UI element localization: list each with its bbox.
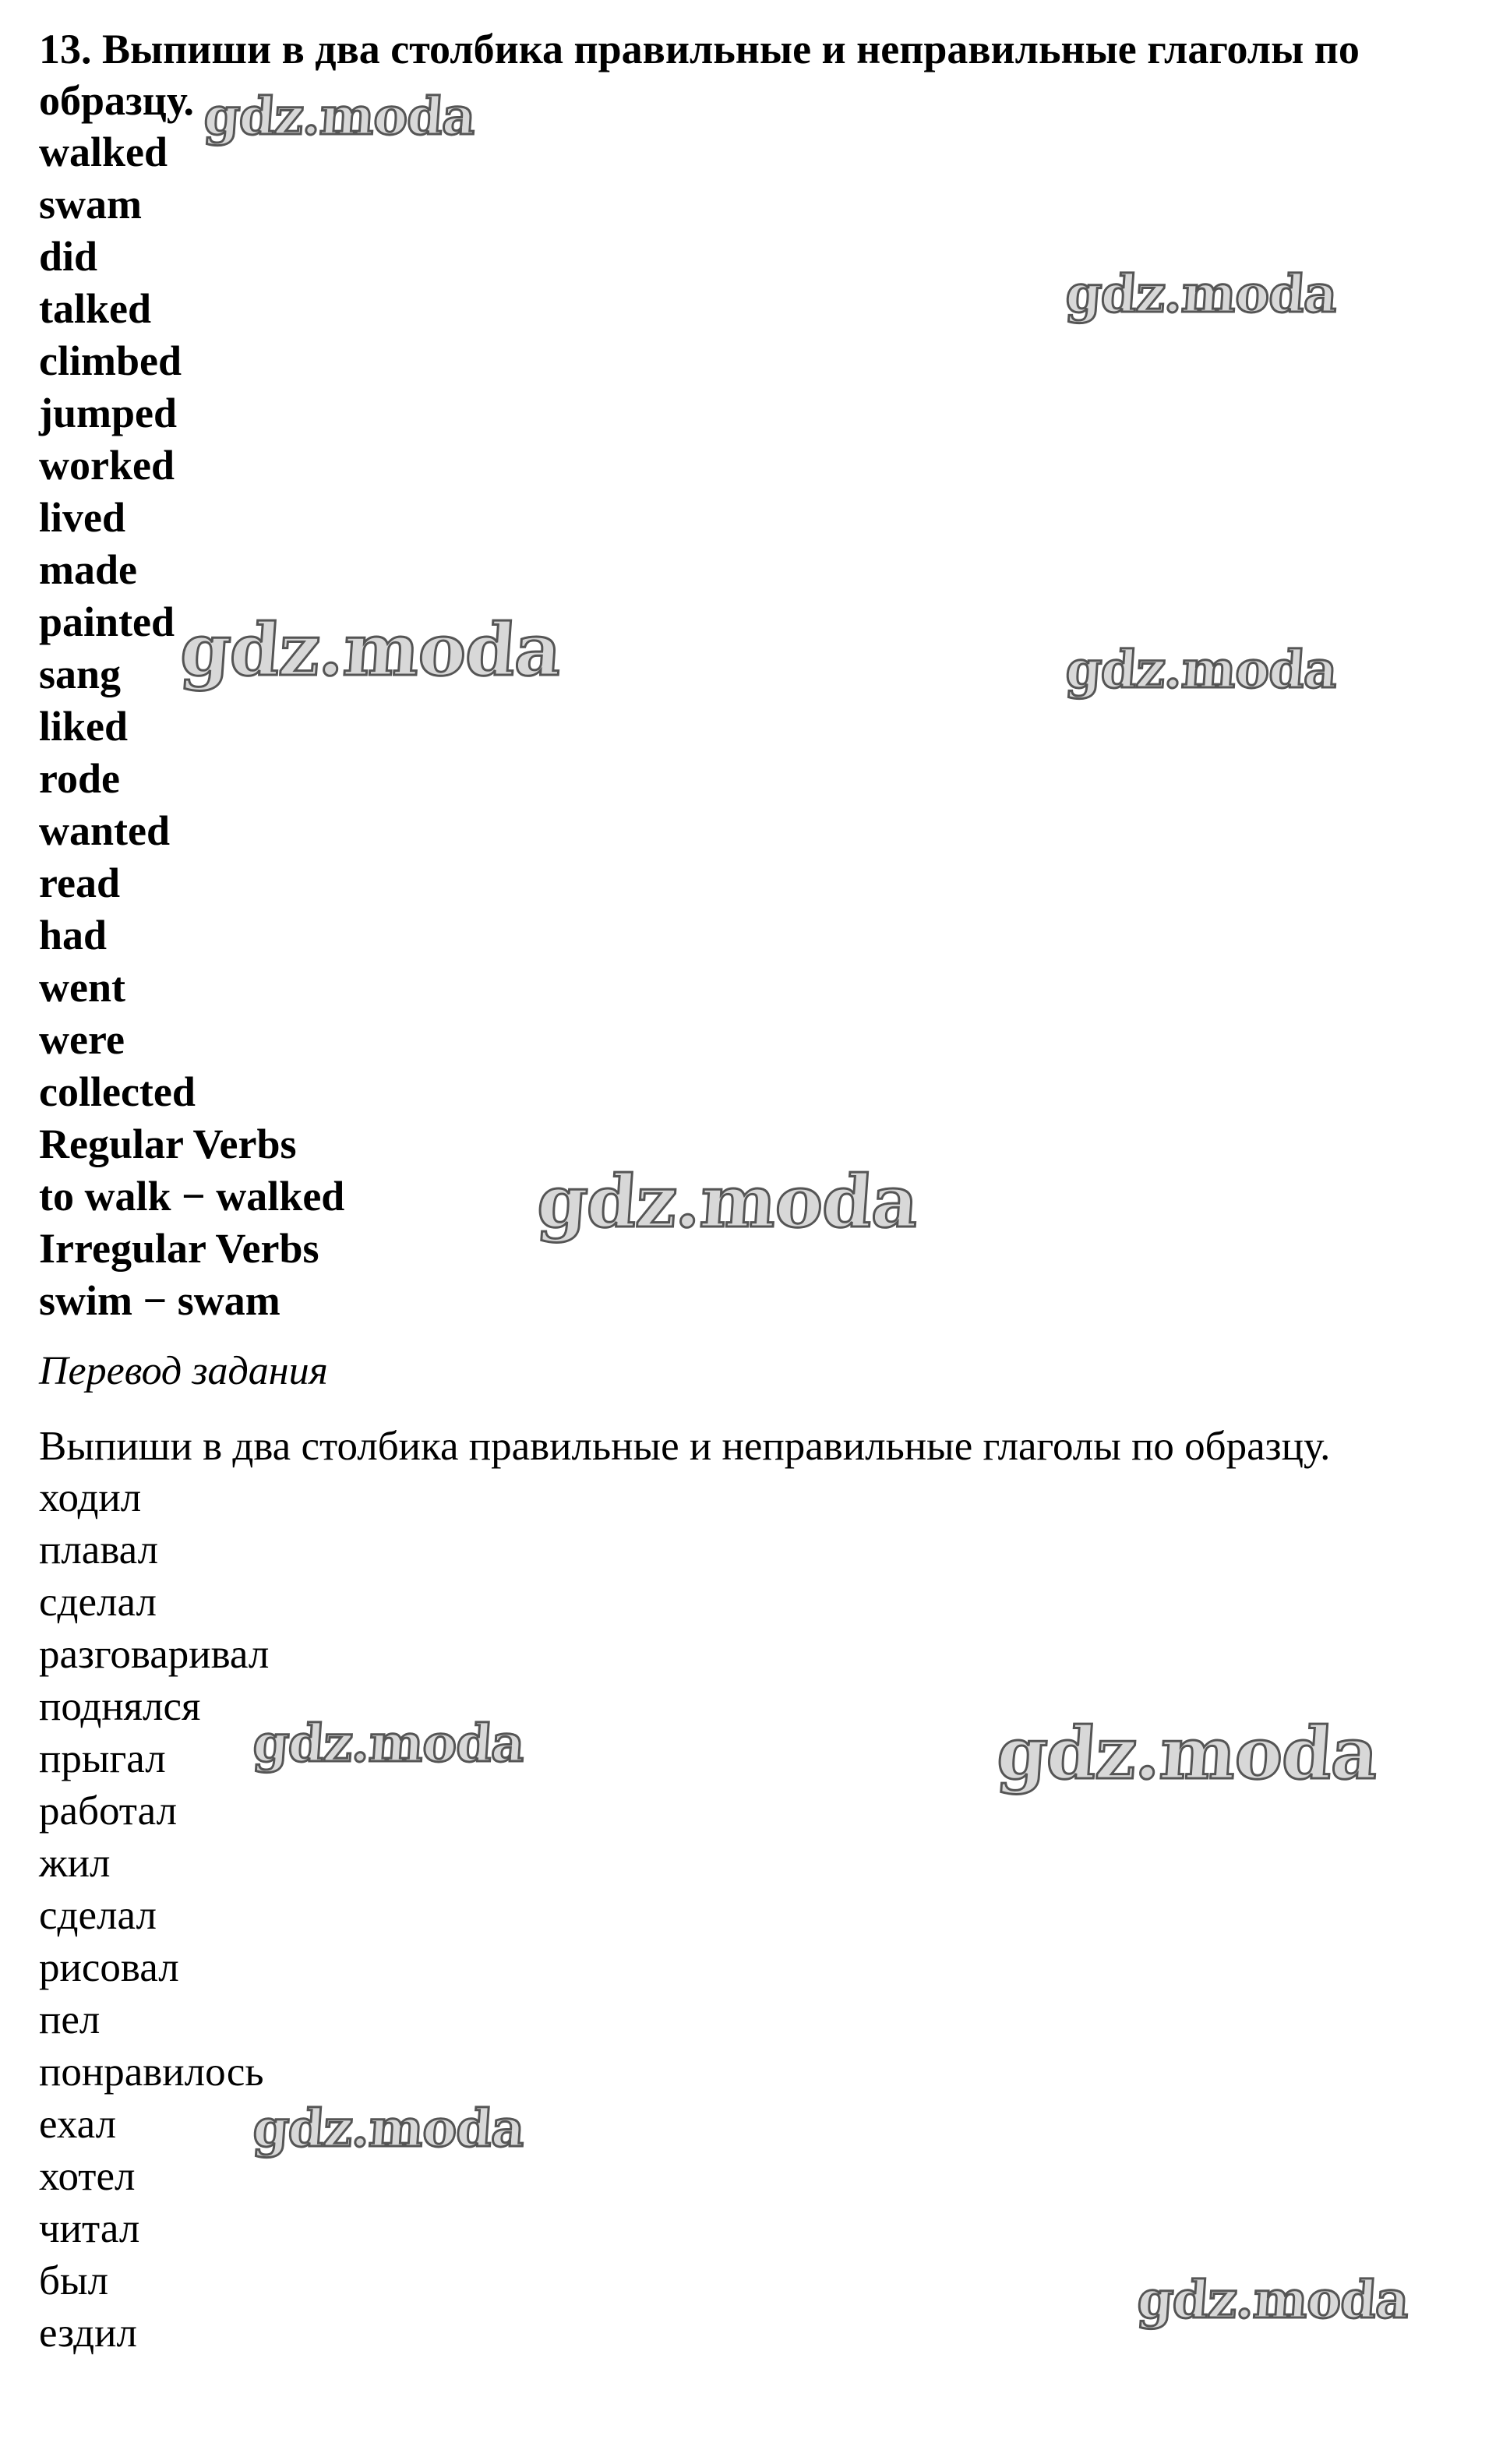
regular-verbs-example: to walk − walked bbox=[39, 1173, 345, 1220]
translation-word: ездил bbox=[39, 2310, 137, 2356]
verb-item: liked bbox=[39, 703, 129, 750]
task-title-line-1: 13. Выпиши в два столбика правильные и неправильные глаголы по bbox=[39, 26, 1360, 72]
verb-item: read bbox=[39, 860, 120, 906]
verb-item: talked bbox=[39, 285, 152, 332]
translation-word: жил bbox=[39, 1841, 111, 1886]
translation-instruction: Выпиши в два столбика правильные и неправильные глаголы по образцу. bbox=[39, 1424, 1331, 1469]
verb-item: made bbox=[39, 546, 137, 593]
verb-item: wanted bbox=[39, 807, 171, 854]
verb-item: sang bbox=[39, 651, 122, 697]
verb-item: had bbox=[39, 912, 108, 958]
verb-item: collected bbox=[39, 1068, 196, 1115]
verb-item: rode bbox=[39, 755, 120, 802]
watermark: gdz.moda bbox=[534, 1160, 921, 1244]
translation-word: понравилось bbox=[39, 2049, 264, 2095]
translation-word: рисовал bbox=[39, 1945, 179, 1990]
watermark: gdz.moda bbox=[1064, 639, 1339, 700]
watermark: gdz.moda bbox=[178, 608, 564, 692]
regular-verbs-heading: Regular Verbs bbox=[39, 1121, 297, 1167]
translation-word: хотел bbox=[39, 2154, 136, 2199]
translation-word-list bbox=[39, 1472, 1480, 2360]
verb-item: were bbox=[39, 1016, 125, 1063]
translation-word: разговаривал bbox=[39, 1632, 270, 1677]
verb-item: swam bbox=[39, 181, 142, 228]
watermark: gdz.moda bbox=[1135, 2269, 1411, 2330]
watermark: gdz.moda bbox=[251, 2098, 527, 2159]
watermark: gdz.moda bbox=[202, 86, 478, 146]
verb-item: went bbox=[39, 964, 125, 1011]
translation-word: читал bbox=[39, 2206, 140, 2251]
verb-item: walked bbox=[39, 129, 168, 175]
translation-word: сделал bbox=[39, 1893, 157, 1938]
translation-word: ехал bbox=[39, 2102, 117, 2147]
translation-word: пел bbox=[39, 1997, 101, 2042]
verb-item: climbed bbox=[39, 337, 182, 384]
translation-word: был bbox=[39, 2258, 109, 2303]
watermark: gdz.moda bbox=[1064, 263, 1339, 324]
watermark: gdz.moda bbox=[251, 1713, 527, 1774]
translation-word: сделал bbox=[39, 1580, 157, 1625]
task-title-line-2: образцу. bbox=[39, 77, 194, 124]
irregular-verbs-heading: Irregular Verbs bbox=[39, 1225, 319, 1272]
verb-item: painted bbox=[39, 598, 175, 645]
verb-item: lived bbox=[39, 494, 126, 541]
verb-item: did bbox=[39, 233, 98, 280]
irregular-verbs-example: swim − swam bbox=[39, 1277, 280, 1324]
verb-item: worked bbox=[39, 442, 175, 489]
translation-word: работал bbox=[39, 1788, 178, 1834]
watermark: gdz.moda bbox=[994, 1711, 1381, 1795]
translation-word: поднялся bbox=[39, 1684, 201, 1729]
translation-word: ходил bbox=[39, 1475, 142, 1520]
translation-heading: Перевод задания bbox=[39, 1349, 328, 1393]
verb-item: jumped bbox=[39, 390, 178, 436]
translation-word: прыгал bbox=[39, 1736, 166, 1781]
translation-word: плавал bbox=[39, 1527, 159, 1573]
